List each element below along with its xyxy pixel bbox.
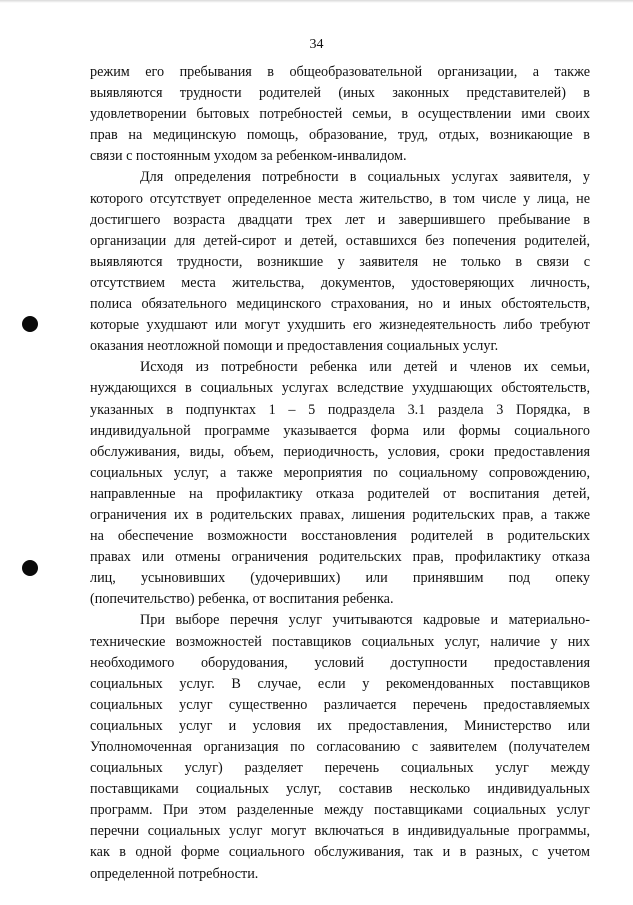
text-line: Для определения потребности в социальных услугах заявителя, у [140, 169, 590, 186]
text-line: Исходя из потребности ребенка или детей и членов их семьи, [140, 359, 590, 376]
text-line: социальных услуг. В случае, если у рекомендованных поставщиков [90, 675, 590, 692]
text-line: которого отсутствует определенное места жительство, в том числе у лица, не [90, 190, 590, 207]
scan-edge-shadow [0, 0, 633, 3]
text-line: лиц, усыновивших (удочеривших) или принявшим под опеку [90, 570, 590, 587]
text-line: выявляются трудности родителей (иных законных представителей) в [90, 85, 590, 102]
text-line: выявляются трудности, возникшие у заявителя не только в связи с [90, 253, 590, 270]
text-line: перечни социальных услуг могут включаться в индивидуальные программы, [90, 823, 590, 840]
text-line: указанных в подпунктах 1 – 5 подраздела 3.1 раздела 3 Порядка, в [90, 401, 590, 418]
punch-hole-bottom [22, 560, 38, 576]
text-line: удовлетворении бытовых потребностей семьи, в осуществлении ими своих [90, 106, 590, 123]
text-line: достигшего возраста двадцати трех лет и завершившего пребывание в [90, 211, 590, 228]
text-line: которые ухудшают или могут ухудшить его жизнедеятельность либо требуют [90, 317, 590, 334]
text-line: режим его пребывания в общеобразовательной организации, а также [90, 64, 590, 80]
text-line: нуждающихся в социальных услугах вследствие ухудшающих обстоятельств, [90, 380, 590, 397]
text-line: правах или отмены ограничения родительских прав, профилактику отказа [90, 549, 590, 566]
page-number: 34 [309, 37, 324, 52]
text-line: индивидуальной программе указывается форма или формы социального [90, 422, 590, 439]
text-line: организации для детей-сирот и детей, оставшихся без попечения родителей, [90, 232, 590, 249]
punch-hole-top [22, 316, 38, 332]
text-line: При выборе перечня услуг учитываются кадровые и материально- [140, 612, 590, 629]
text-line: связи с постоянным уходом за ребенком-инвалидом. [90, 148, 407, 165]
text-line: Уполномоченная организация по согласованию с заявителем (получателем [90, 739, 590, 755]
paragraph [90, 167, 590, 357]
text-line: обслуживания, виды, объем, периодичность, условия, сроки предоставления [90, 443, 590, 460]
text-line: ограничения их в родительских правах, лишения родительских прав, а также [90, 506, 590, 523]
text-line: социальных услуг, а также мероприятия по социальному сопровождению, [90, 464, 590, 481]
text-line: (попечительство) ребенка, от воспитания ребенка. [90, 591, 394, 608]
paragraph [90, 357, 590, 610]
text-line: оказания неотложной помощи и предоставления социальных услуг. [90, 338, 499, 355]
text-line: социальных услуг) разделяет перечень социальных услуг между [90, 760, 590, 777]
text-line: полиса обязательного медицинского страхования, но и иных обстоятельств, [90, 296, 590, 313]
text-line: программ. При этом разделенные между поставщиками социальных услуг [90, 802, 590, 819]
paragraph [90, 610, 590, 884]
text-line: прав на медицинскую помощь, образование, труд, отдых, возникающие в [90, 127, 590, 144]
text-line: социальных услуг существенно различается перечень предоставляемых [90, 696, 590, 713]
text-line: на обеспечение возможности восстановления родителей в родительских [90, 528, 590, 545]
text-line: необходимого оборудования, условий доступности предоставления [90, 654, 590, 671]
text-line: отсутствием места жительства, документов, удостоверяющих личность, [90, 274, 590, 291]
text-line: направленные на профилактику отказа родителей от воспитания детей, [90, 485, 590, 502]
text-line: социальных услуг и условия их предоставления, Министерство или [90, 717, 590, 734]
text-line: технические возможностей поставщиков социальных услуг, наличие у них [90, 633, 590, 650]
paragraph [90, 62, 590, 167]
text-line: как в одной форме социального обслуживания, так и в разных, с учетом [90, 844, 590, 861]
text-line: определенной потребности. [90, 865, 259, 882]
text-line: поставщиками социальных услуг, составив несколько индивидуальных [90, 781, 590, 798]
document-body [90, 62, 590, 885]
